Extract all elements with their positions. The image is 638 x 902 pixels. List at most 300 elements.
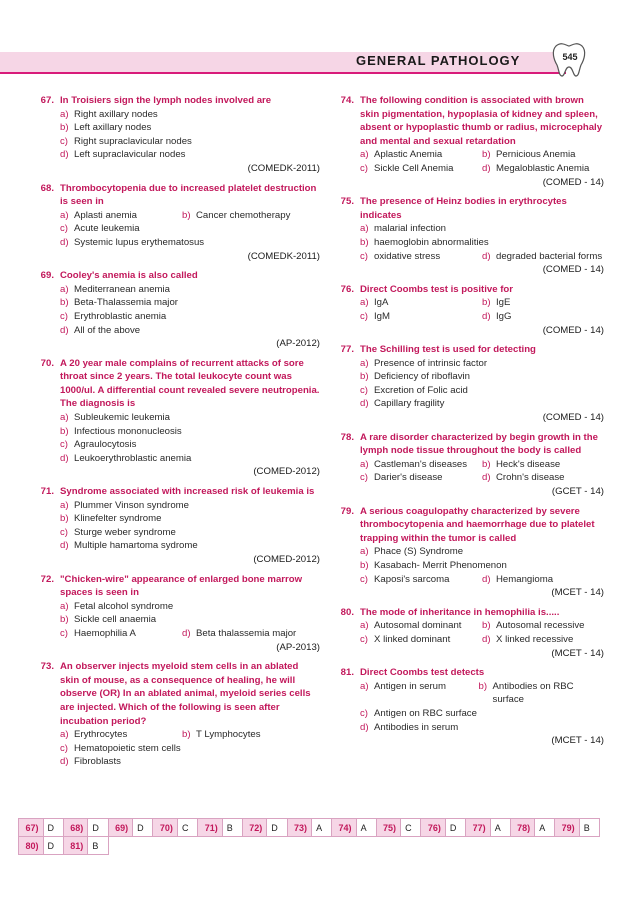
answer-option xyxy=(60,135,320,149)
question-text: Thrombocytopenia due to increased platelet destruction is seen in xyxy=(60,182,317,208)
answer-key-row xyxy=(19,837,600,855)
answer-empty-cell xyxy=(445,837,465,855)
option-text: oxidative stress xyxy=(374,250,441,262)
question-source: (MCET - 14) xyxy=(551,735,604,747)
question-text: The mode of inheritance in hemophilia is..... xyxy=(360,606,560,618)
option-text: Systemic lupus erythematosus xyxy=(74,236,205,248)
question-number: 69. xyxy=(40,270,54,282)
answer-number: 78) xyxy=(510,819,535,837)
answer-empty-cell xyxy=(153,837,178,855)
answer-value: B xyxy=(222,819,242,837)
option-letter: c) xyxy=(360,310,368,322)
answer-option xyxy=(60,425,320,439)
answer-empty-cell xyxy=(108,837,133,855)
option-letter: b) xyxy=(360,236,369,248)
option-text: All of the above xyxy=(74,324,141,336)
answer-option-pair xyxy=(360,471,604,485)
question-source: (COMEDK-2011) xyxy=(247,162,320,174)
answer-key xyxy=(18,818,600,855)
option-letter: c) xyxy=(360,707,368,719)
answer-option xyxy=(360,162,482,176)
answer-option xyxy=(360,633,482,647)
question-item xyxy=(320,195,604,277)
answer-option-pair xyxy=(60,728,320,742)
option-letter: d) xyxy=(60,540,69,552)
answer-number: 70) xyxy=(153,819,178,837)
option-letter: d) xyxy=(60,452,69,464)
right-column xyxy=(320,94,604,754)
option-letter: d) xyxy=(182,627,191,639)
option-letter: a) xyxy=(60,209,69,221)
question-header xyxy=(320,431,604,458)
answer-number: 71) xyxy=(198,819,223,837)
option-letter: c) xyxy=(360,633,368,645)
question-header xyxy=(20,182,320,209)
question-text: An observer injects myeloid stem cells in an ablated skin of mouse, as a consequence of healing, he will observe (OR) In an ablated animal, myeloid series cells are injected. Which of the following is seen after incubation period? xyxy=(60,661,311,727)
option-letter: d) xyxy=(360,398,369,410)
option-text: Autosomal dominant xyxy=(374,620,462,632)
option-letter: a) xyxy=(360,546,369,558)
answer-option xyxy=(360,573,482,587)
answer-option xyxy=(60,539,320,553)
option-letter: d) xyxy=(482,250,491,262)
option-letter: d) xyxy=(482,472,491,484)
answer-empty-cell xyxy=(376,837,401,855)
question-text: In Troisiers sign the lymph nodes involved are xyxy=(60,95,272,106)
option-text: Hemangioma xyxy=(496,573,554,585)
answer-option-pair xyxy=(360,633,604,647)
question-options xyxy=(60,283,320,337)
option-text: Aplasti anemia xyxy=(74,209,137,221)
question-options xyxy=(360,148,604,175)
option-letter: b) xyxy=(482,620,491,632)
question-source: (GCET - 14) xyxy=(551,486,604,498)
answer-number: 81) xyxy=(63,837,88,855)
option-letter: d) xyxy=(360,721,369,733)
option-letter: b) xyxy=(360,560,369,571)
answer-option xyxy=(360,310,482,324)
option-letter: c) xyxy=(60,742,68,754)
answer-empty-cell xyxy=(579,837,599,855)
answer-option xyxy=(60,755,320,769)
option-text: Excretion of Folic acid xyxy=(374,384,468,396)
answer-value: D xyxy=(43,837,63,855)
option-letter: c) xyxy=(60,627,68,639)
question-number: 81. xyxy=(340,667,354,679)
option-text: Autosomal recessive xyxy=(496,620,585,632)
header-rule xyxy=(0,72,566,74)
answer-option xyxy=(482,296,510,310)
answer-number: 68) xyxy=(63,819,88,837)
question-item xyxy=(320,283,604,337)
question-header xyxy=(320,606,604,620)
option-text: IgE xyxy=(496,297,511,309)
answer-option xyxy=(360,296,482,310)
option-letter: c) xyxy=(60,526,68,538)
question-options xyxy=(360,619,604,646)
option-text: Left supraclavicular nodes xyxy=(74,149,186,161)
question-item xyxy=(320,505,604,600)
answer-value: D xyxy=(267,819,287,837)
question-source: (AP-2013) xyxy=(276,641,320,653)
answer-option xyxy=(60,148,320,162)
answer-number: 74) xyxy=(332,819,357,837)
option-letter: c) xyxy=(360,162,368,174)
answer-value: C xyxy=(177,819,197,837)
answer-value: B xyxy=(579,819,599,837)
answer-number: 73) xyxy=(287,819,312,837)
answer-option xyxy=(60,310,320,324)
option-letter: a) xyxy=(360,680,369,692)
option-text: Beta thalassemia major xyxy=(196,627,297,639)
question-number: 74. xyxy=(340,95,354,106)
question-item xyxy=(20,269,320,351)
question-source: (COMEDK-2011) xyxy=(247,250,320,262)
answer-option xyxy=(360,721,604,735)
option-text: Erythrocytes xyxy=(74,729,128,741)
option-text: T Lymphocytes xyxy=(196,729,261,741)
option-letter: c) xyxy=(60,223,68,235)
option-letter: b) xyxy=(482,458,491,470)
question-number: 79. xyxy=(340,505,354,517)
option-text: IgA xyxy=(374,297,389,309)
option-letter: d) xyxy=(60,324,69,336)
option-text: Right supraclavicular nodes xyxy=(74,135,192,147)
answer-option-pair xyxy=(360,619,604,633)
option-text: IgM xyxy=(374,310,390,322)
answer-empty-cell xyxy=(222,837,242,855)
option-letter: c) xyxy=(60,135,68,147)
question-options xyxy=(60,600,320,641)
answer-option xyxy=(360,222,604,236)
answer-value: D xyxy=(445,819,465,837)
option-text: Hematopoietic stem cells xyxy=(74,742,181,754)
option-text: Pernicious Anemia xyxy=(496,149,576,161)
question-item xyxy=(20,94,320,176)
answer-option xyxy=(60,728,182,742)
option-text: Kaposi's sarcoma xyxy=(374,573,450,585)
question-options xyxy=(360,296,604,323)
question-item xyxy=(20,357,320,479)
left-column xyxy=(20,94,320,775)
question-header xyxy=(20,660,320,728)
answer-number: 77) xyxy=(466,819,491,837)
option-text: Acute leukemia xyxy=(74,223,140,235)
option-text: IgG xyxy=(496,310,512,322)
answer-empty-cell xyxy=(242,837,267,855)
option-letter: a) xyxy=(360,149,369,161)
option-text: Darier's disease xyxy=(374,472,443,484)
question-header xyxy=(20,485,320,499)
question-options xyxy=(60,209,320,250)
answer-option xyxy=(182,627,296,641)
answer-option xyxy=(482,250,602,264)
question-header xyxy=(20,357,320,411)
option-text: X linked recessive xyxy=(496,633,574,645)
answer-option-pair xyxy=(360,573,604,587)
option-letter: a) xyxy=(360,297,369,309)
question-item xyxy=(320,343,604,425)
question-item xyxy=(20,660,320,769)
answer-option xyxy=(360,559,604,573)
answer-empty-cell xyxy=(535,837,555,855)
question-text: Direct Coombs test is positive for xyxy=(360,283,513,295)
option-letter: b) xyxy=(482,149,491,161)
question-header xyxy=(320,505,604,546)
answer-empty-cell xyxy=(133,837,153,855)
option-text: Cancer chemotherapy xyxy=(196,209,291,221)
option-letter: a) xyxy=(60,108,69,120)
option-letter: d) xyxy=(60,756,69,768)
answer-empty-cell xyxy=(466,837,491,855)
answer-option xyxy=(360,250,482,264)
answer-value: C xyxy=(401,819,421,837)
question-item xyxy=(20,182,320,264)
question-source: (COMED - 14) xyxy=(542,176,604,188)
option-text: Sickle Cell Anemia xyxy=(374,162,454,174)
answer-option xyxy=(360,707,604,721)
answer-option xyxy=(60,121,320,135)
question-source: (COMED - 14) xyxy=(542,412,604,424)
answer-option xyxy=(482,148,575,162)
question-text: A serious coagulopathy characterized by severe thrombocytopenia and haemorrhage due to platelet trapping within the tumor is called xyxy=(360,505,595,544)
option-letter: d) xyxy=(60,236,69,248)
option-letter: a) xyxy=(360,357,369,369)
option-letter: b) xyxy=(60,614,69,626)
answer-empty-cell xyxy=(510,837,535,855)
answer-value: A xyxy=(490,819,510,837)
page-title: GENERAL PATHOLOGY xyxy=(356,53,521,68)
question-text: "Chicken-wire" appearance of enlarged bone marrow spaces is seen in xyxy=(60,573,303,599)
option-text: Deficiency of riboflavin xyxy=(374,371,470,383)
answer-option xyxy=(482,633,573,647)
question-text: The Schilling test is used for detecting xyxy=(360,344,536,356)
answer-option xyxy=(60,108,320,122)
question-header xyxy=(20,94,320,108)
question-source: (AP-2012) xyxy=(276,338,320,350)
answer-option xyxy=(360,148,482,162)
option-letter: d) xyxy=(482,573,491,585)
question-header xyxy=(320,343,604,357)
answer-empty-cell xyxy=(421,837,446,855)
option-text: Antigen on RBC surface xyxy=(374,707,477,719)
answer-empty-cell xyxy=(312,837,332,855)
answer-value: A xyxy=(535,819,555,837)
answer-option xyxy=(60,613,320,627)
answer-number: 75) xyxy=(376,819,401,837)
option-text: Leukoerythroblastic anemia xyxy=(74,452,192,464)
question-item xyxy=(320,606,604,660)
question-number: 73. xyxy=(40,661,54,673)
option-text: Kasabach- Merrit Phenomenon xyxy=(374,560,507,571)
answer-option xyxy=(360,471,482,485)
option-letter: d) xyxy=(482,162,491,174)
answer-empty-cell xyxy=(401,837,421,855)
answer-number: 67) xyxy=(19,819,44,837)
answer-option xyxy=(360,236,604,250)
answer-number: 72) xyxy=(242,819,267,837)
answer-option xyxy=(182,728,261,742)
question-options xyxy=(360,458,604,485)
option-letter: b) xyxy=(482,297,491,309)
answer-value: A xyxy=(356,819,376,837)
answer-option xyxy=(360,357,604,371)
option-text: Klinefelter syndrome xyxy=(74,513,162,525)
option-letter: d) xyxy=(482,633,491,645)
question-number: 72. xyxy=(40,573,54,585)
option-text: Agraulocytosis xyxy=(74,439,137,451)
option-text: Crohn's disease xyxy=(496,472,565,484)
answer-option xyxy=(360,384,604,398)
answer-empty-cell xyxy=(267,837,287,855)
question-number: 71. xyxy=(40,486,54,498)
question-text: A rare disorder characterized by begin growth in the lymph node tissue throughout the body is called xyxy=(360,431,598,457)
answer-option-pair xyxy=(360,162,604,176)
question-number: 80. xyxy=(340,606,354,618)
question-source: (MCET - 14) xyxy=(551,587,604,599)
question-number: 78. xyxy=(340,431,354,443)
option-text: Infectious mononucleosis xyxy=(74,425,182,437)
option-text: Beta-Thalassemia major xyxy=(74,297,178,309)
option-letter: c) xyxy=(360,573,368,585)
question-header xyxy=(320,666,604,680)
answer-option xyxy=(482,162,589,176)
option-text: Erythroblastic anemia xyxy=(74,310,167,322)
option-text: degraded bacterial forms xyxy=(496,250,603,262)
option-text: Antibodies in serum xyxy=(374,721,459,733)
option-text: Capillary fragility xyxy=(374,398,445,410)
option-text: Haemophilia A xyxy=(74,627,136,639)
question-options xyxy=(360,357,604,411)
question-source: (COMED-2012) xyxy=(253,466,320,478)
answer-empty-cell xyxy=(198,837,223,855)
answer-value: B xyxy=(88,837,108,855)
option-letter: d) xyxy=(482,310,491,322)
option-text: Antibodies on RBC surface xyxy=(492,680,574,706)
answer-option xyxy=(360,680,479,707)
question-source: (COMED - 14) xyxy=(542,324,604,336)
question-options xyxy=(360,222,604,263)
answer-option xyxy=(60,438,320,452)
question-header xyxy=(20,269,320,283)
option-text: malarial infection xyxy=(374,223,446,235)
option-letter: c) xyxy=(360,472,368,484)
option-letter: a) xyxy=(60,412,69,424)
question-header xyxy=(320,94,604,148)
question-number: 67. xyxy=(40,95,54,106)
answer-value: D xyxy=(133,819,153,837)
answer-option xyxy=(60,296,320,310)
option-letter: a) xyxy=(360,223,369,235)
answer-option xyxy=(360,619,482,633)
option-letter: b) xyxy=(182,729,191,741)
answer-option xyxy=(60,411,320,425)
page-number: 545 xyxy=(562,52,578,62)
answer-option-pair xyxy=(360,310,604,324)
question-header xyxy=(20,573,320,600)
answer-option xyxy=(60,209,182,223)
question-number: 75. xyxy=(340,196,354,208)
question-text: The presence of Heinz bodies in erythrocytes indicates xyxy=(360,196,567,221)
question-number: 76. xyxy=(340,283,354,295)
option-letter: b) xyxy=(60,297,69,309)
answer-option xyxy=(60,283,320,297)
option-letter: b) xyxy=(60,122,69,134)
option-text: Sickle cell anaemia xyxy=(74,614,157,626)
option-text: Castleman's diseases xyxy=(374,458,468,470)
question-number: 68. xyxy=(40,182,54,194)
answer-option xyxy=(482,619,585,633)
answer-key-row xyxy=(19,819,600,837)
answer-number: 76) xyxy=(421,819,446,837)
option-letter: b) xyxy=(478,680,488,692)
answer-value: D xyxy=(88,819,108,837)
option-letter: a) xyxy=(60,600,69,612)
question-source: (COMED-2012) xyxy=(253,554,320,565)
question-header xyxy=(320,195,604,222)
question-item xyxy=(320,94,604,189)
question-number: 77. xyxy=(340,344,354,356)
option-text: Antigen in serum xyxy=(374,680,446,692)
answer-option xyxy=(60,324,320,338)
question-source: (COMED - 14) xyxy=(542,264,604,276)
option-text: Right axillary nodes xyxy=(74,108,158,120)
option-text: Fibroblasts xyxy=(74,756,121,768)
option-letter: a) xyxy=(360,620,369,632)
option-letter: a) xyxy=(60,283,69,295)
option-letter: a) xyxy=(60,729,69,741)
question-number: 70. xyxy=(40,357,54,369)
question-options xyxy=(60,411,320,465)
option-text: haemoglobin abnormalities xyxy=(374,236,489,248)
answer-number: 69) xyxy=(108,819,133,837)
question-text: Syndrome associated with increased risk of leukemia is xyxy=(60,486,315,498)
option-letter: b) xyxy=(60,425,69,437)
option-text: Plummer Vinson syndrome xyxy=(74,499,189,511)
question-options xyxy=(60,728,320,769)
option-text: Left axillary nodes xyxy=(74,122,152,134)
option-letter: b) xyxy=(60,513,69,525)
answer-option xyxy=(360,370,604,384)
answer-empty-cell xyxy=(177,837,197,855)
answer-option xyxy=(60,512,320,526)
answer-option xyxy=(479,680,604,707)
question-options xyxy=(60,108,320,162)
answer-empty-cell xyxy=(555,837,580,855)
question-text: The following condition is associated with brown skin pigmentation, hypoplasia of kidney and spleen, absent or hypoplastic thumb or radius, microcephaly and mental and sexual retardation xyxy=(360,95,603,147)
question-item xyxy=(320,666,604,748)
question-text: A 20 year male complains of recurrent attacks of sore throat since 2 years. The total leukocyte count was 1000/ul. A differential count revealed severe neutropenia. The diagnosis is xyxy=(60,357,320,410)
option-letter: c) xyxy=(360,384,368,396)
answer-option xyxy=(60,742,320,756)
answer-option xyxy=(60,236,320,250)
answer-option xyxy=(60,627,182,641)
answer-option-pair xyxy=(360,458,604,472)
answer-empty-cell xyxy=(287,837,312,855)
answer-value: D xyxy=(43,819,63,837)
answer-option-pair xyxy=(360,250,604,264)
option-text: X linked dominant xyxy=(374,633,451,645)
option-text: Subleukemic leukemia xyxy=(74,412,170,424)
answer-option-pair xyxy=(360,148,604,162)
option-letter: b) xyxy=(360,371,369,383)
answer-option xyxy=(182,209,290,223)
option-letter: c) xyxy=(60,310,68,322)
option-text: Fetal alcohol syndrome xyxy=(74,600,174,612)
option-text: Presence of intrinsic factor xyxy=(374,357,488,369)
answer-option xyxy=(60,526,320,540)
option-letter: a) xyxy=(360,458,369,470)
